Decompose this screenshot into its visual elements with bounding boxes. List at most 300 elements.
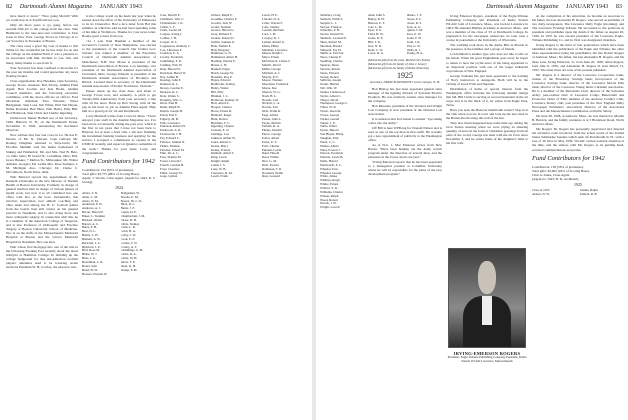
list-item: Fellows, Samuel N.: [160, 140, 186, 144]
list-item: Bertrand, L. L.: [82, 241, 102, 245]
list-item: Carr, L. M.: [368, 25, 383, 29]
left-page-header: [6, 3, 142, 10]
list-item: Gates, R. E.: [368, 37, 384, 41]
list-item: Tanner, Underwood: [320, 90, 346, 94]
list-item: Warren, Frederick: [320, 152, 344, 156]
list-item: Peck, A. G.: [406, 25, 422, 29]
list-item: Bird, Ross M.: [82, 249, 100, 253]
list-item: Chambers, Wm. C.: [160, 17, 185, 21]
list-item: Crosby, A. T.: [120, 245, 138, 249]
list-item: Soule, F. H.: [406, 37, 422, 41]
list-item: Davidson, Hertel W.: [160, 71, 187, 75]
list-item: Fuller, George W.: [160, 171, 183, 175]
article-column-1: [6, 14, 78, 270]
memorial-notes: [368, 58, 442, 70]
list-item: Lamb, J. S.: [211, 163, 226, 167]
list-item: Phelps, Donald: [262, 129, 282, 133]
list-item: Emerson, Robert H.: [160, 125, 186, 129]
list-item: Perkins, R. A.: [262, 125, 280, 129]
list-item: Hall, Kingsley: [211, 48, 230, 52]
list-item: Hooper, Chester: [211, 106, 232, 110]
list-item: Ames, O. M.: [82, 199, 99, 203]
list-item: Lincoln, D. A.: [262, 17, 281, 21]
list-item: Dickson, R. C.: [160, 90, 179, 94]
list-item: Taft, Wm. W.: [320, 87, 338, 91]
list-item: Cox, Theodore F.: [160, 48, 183, 52]
page-number: 83: [615, 3, 622, 10]
list-item: Van Heyek, Philip: [320, 133, 344, 137]
list-item: Willard, S. D.: [320, 186, 338, 190]
list-item: Clark, Lucius M.: [160, 29, 182, 33]
list-item: Quinn, T. M.: [406, 29, 423, 33]
list-item: Wright, Lowell: [320, 206, 340, 210]
list-item: Dale, Harold W.: [160, 67, 181, 71]
list-item: Kelley, Francis: [211, 148, 231, 152]
list-item: Tuttle, Elmer: [320, 125, 337, 129]
portrait-face: [478, 261, 496, 294]
list-item: Wood, Robert: [320, 198, 338, 202]
list-item: McClintock, Clarke C.: [262, 60, 292, 64]
article-paragraph: On June 28, 1928, at Andover, Mass., he was married to Martha B. Berrick, and the family residence is at 5 Bradstreet Road, North Andover, Mass.: [532, 114, 624, 127]
list-item: Thompson, George L.: [320, 102, 349, 106]
photo-caption: [446, 351, 528, 363]
list-item: Bemis, L. H.: [82, 234, 99, 238]
list-item: Bailey, R. H.: [368, 17, 385, 21]
list-item: Newell, Carl: [262, 98, 279, 102]
list-item: Schaeffer, P. H.: [320, 29, 340, 33]
list-item: Fletcher, Ernest M.: [160, 148, 185, 152]
list-item: Cook, E. E.: [120, 237, 136, 241]
list-item: Collins, J. H.: [160, 37, 177, 41]
fund-class-year: 1924: [115, 184, 123, 190]
list-item: Baker, L. Stephen: [82, 214, 105, 218]
article-paragraph: "At 1 p.m. Paul Bauman a member of the Governor's Council of New Hampshire, was elected to the presidency of the council. Our brother Gov. Stevens was named a member of the Executive Council of Dartmouth Alumni Association of Manchester, N.H. Doc Morse is president of the Dartmouth Association of Boston. Lou Jennings, vice president of the Dartmouth Alumni Association of Cleveland, Ohio; George Wheeler is president of the Dartmouth Alumni Association of Brooklyn and Bristol; Leonard Rust is secretary of the Dartmouth Alumni Association of Pacific Northwest, Vermont.": [82, 39, 156, 88]
list-item: Estabrook, A. R.: [160, 129, 182, 133]
list-item: Loomis, Bertram: [262, 29, 284, 33]
list-item: Drew, Paul H.: [160, 102, 179, 106]
list-item: Mann, Philip: [262, 44, 279, 48]
list-item: (Agent for 1943, H. D. Archibald): [532, 176, 579, 181]
list-item: Lons, Stanley: [262, 25, 280, 29]
article-paragraph: Class organization: Roy Hawkins, class Secretary, George Trowe, treasurer, Bob Strong, Alumni Fund Agent; Bert Loomis and Jean Bodet, Alumni Council members, and the following executive committee, with the above officers ex officio: Fred Moorman, chairman; Fess Wheeler; Wiser Bridgeman, Stan Lons, Jim White, Phil Van Heyek, Nellie Rowland, Bob Hunt, Walt Henry, Pilly Hill, Bod Holbrook, Stan Chick and Charlie Ingerling.: [6, 78, 78, 116]
list-item: Upton, Harold: [320, 129, 339, 133]
list-item: Beal, N. L.: [82, 230, 97, 234]
list-item: Dustin, Joseph H.: [160, 110, 183, 114]
list-item: Dyer, P. G.: [368, 29, 382, 33]
list-item: Pratt, Chester: [262, 144, 280, 148]
article-column-3: [446, 14, 528, 146]
list-item: Jones, Robert C.: [211, 140, 233, 144]
list-item: Little, Warren F.: [262, 21, 283, 25]
list-item: Smith, A. Percival: [320, 52, 344, 56]
list-item: Deering, John E.: [160, 79, 182, 83]
article-paragraph: Larry Marshall writes from Concord, Mass. "I have enjoyed your stuff in the Alumni Magazine too. I've been more occasionally during the past year, which is the first in ten years that I have not been back to Hanover for at least a brief visit. I am now finishing the investment banking business and applying for the service. I accepted a commission as captain in the USMCR recently, and expect at Quantico sometime of the week." Thanks for your letter, Larry, and congratulations.: [82, 114, 156, 155]
list-item: Whitney, Roger: [320, 179, 341, 183]
list-item: Lewis, H. E.: [262, 14, 279, 17]
list-item: Davis, T. E.: [120, 261, 136, 265]
list-item: Mason, Ralph C.: [262, 52, 284, 56]
list-item: Munro, J. F.: [406, 14, 422, 17]
list-item: Owen, R. S.: [406, 21, 422, 25]
list-item: Jennings, Lou: [211, 133, 229, 137]
list-item: Clark, L. R.: [120, 226, 136, 230]
contributor-list: [262, 14, 310, 179]
list-item: Edgerly, M. B.: [160, 117, 179, 121]
list-item: Thayer, David: [320, 98, 339, 102]
list-item: Sanborn, Willis S.: [320, 17, 344, 21]
list-item: Rowland, Nellie: [262, 171, 283, 175]
list-item: Hawkins, Roy P.: [211, 75, 233, 79]
list-item: Hayes, Edward: [211, 79, 231, 83]
list-item: Boardman, L. R.: [82, 261, 104, 265]
list-item: Todd, J. R.: [406, 40, 421, 44]
list-item: Mitchell, A. J.: [262, 71, 281, 75]
list-item: (Memorial gift from the family of Robert Emerson): [368, 66, 429, 71]
list-item: Anderson, P. W.: [82, 203, 103, 207]
caption-text: President, Eagle-Tribune Publishing Company President, Radio Station WLAW Lawrence, Massachusetts: [447, 355, 527, 363]
list-item: Moore, Thomas: [262, 79, 283, 83]
article-paragraph: is the college world on his heels last year when he earned down the effort of the University of Minnesota to be its Chancellor. Had a nice letter from Hal this summer, in which he said he had been spending some of his time at Wolfeboro. Thanks for your news letter, Bonny-great to hear from you.: [82, 14, 156, 39]
fund-class-year: 1925: [574, 181, 582, 187]
article-paragraph: As of Nov. 1, Mac Emerson writes from New Haven. "Have been helping out the Army recruit program under the direction of several men, and the pleasures in the forces about one year.": [368, 143, 442, 160]
list-item: Brooks, E. M.: [120, 195, 139, 199]
list-item: Contributors: 138 (56% of graduates).: [532, 164, 584, 169]
list-item: Wells, Harold: [320, 160, 338, 164]
article-paragraph: have much to learn." "Nice going Merrill! With we could stop in at Topfill and see you.: [6, 14, 78, 23]
list-item: Griffin, Samuel O.: [211, 40, 235, 44]
list-item: Adams, Ralph: [579, 188, 598, 192]
page-number: 82: [6, 3, 13, 10]
list-item: Shattuck, Leonard E.: [320, 37, 347, 41]
list-item: Denison, R. L.: [160, 83, 179, 87]
list-item: Holt, Alfred L.: [211, 102, 230, 106]
list-item: Gray, Richard F.: [211, 33, 232, 37]
list-item: Williams, Charles: [320, 190, 343, 194]
list-item: Reed, Wilbur: [262, 156, 279, 160]
list-item: Lawrence, R. M.: [211, 171, 233, 175]
list-item: Kent, C. W.: [368, 48, 383, 52]
magazine-title: Dartmouth Alumni Magazine: [19, 3, 93, 10]
article-paragraph: "Irving Emerson reports that he has been appointed to a managerial position at Columbia University where he will be responsible for the plans of the new development program.": [368, 160, 442, 177]
article-paragraph: The wedding took place in the Alpha Phis in Boston in the presence of the families and a group of friends.: [446, 43, 528, 52]
article-paragraph: Please check up the class dues, and shout to George Trowe now, and earnestly. A pitch to get Twenty-fifth Anniversary from your secretary, a line with all the news. Back up Bob Strong with all the pep in his heart as job as Alumni Fund Agent. Help him do a grand job for '24 and Dartmouth.: [82, 88, 156, 114]
list-item: Snow, Chester P.: [320, 56, 342, 60]
list-item: Putnam, Leslie: [262, 148, 282, 152]
list-item: Andrews, A. J.: [82, 207, 101, 211]
article-paragraph: Lou Kimball is another type who does not like to idle on his hands. When his good Englishman goes away he hopes to return to hear the joyful news of his being appointed to an important position with one of the larger industrial corporations of New England.: [446, 52, 528, 73]
list-item: Fay, Edward L.: [160, 137, 180, 140]
list-item: Wade, C. C.: [320, 140, 336, 144]
article-paragraph: It is rumored that Ted Geisel is another "aye taking a dive into the Army.": [368, 116, 442, 125]
list-item: Kimball, Albert T.: [211, 152, 235, 156]
list-item: Norton, Earl: [262, 106, 278, 110]
list-item: Curtis, R. A.: [120, 253, 137, 257]
list-item: Shaw, Robert M.: [320, 40, 342, 44]
list-item: Hammond, Albert H.: [211, 56, 238, 60]
contributor-list: [320, 14, 364, 210]
list-item: Keene, Harry: [211, 144, 229, 148]
list-item: Marshall, Lawrence: [262, 48, 288, 52]
list-item: Nichols, C. A.: [262, 102, 281, 106]
list-item: Sawyer, Frank A.: [320, 25, 343, 29]
list-item: Chick, Stanley: [120, 222, 140, 226]
list-item: Corliss, F. N.: [120, 241, 138, 245]
article-paragraph: Bob Rhoades, president of the Worsted and Wright Lost Company is now president of the National Lost Association.: [368, 103, 442, 116]
list-item: Spencer, Dean: [320, 63, 339, 67]
list-item: Johnson, Arthur W.: [211, 137, 236, 140]
list-item: Trowe, George: [320, 113, 340, 117]
list-item: Harding, Warren E.: [211, 60, 236, 64]
list-item: Doughty, Wm. C.: [160, 98, 183, 102]
list-item: Jackson, E. O.: [211, 129, 230, 133]
list-item: Swain, Herbert: [320, 83, 340, 87]
article-paragraph: Irving Rogers is the third of four generations which have been identified with the publication of the Eagle and Tribune; the other three representatives being his grandfather, the late Robert Rogers of Andover, Mass.; his father, the late Alexander H. Rogers, and his three sons, Irving Emerson, Jr., born June 20, 1930; Allen Rogers, born June 8, 1930; and Alexander H. Rogers II, born March 15, 1932. The latter three are sons of the present publisher.: [532, 43, 624, 72]
article-paragraph: Underwood Tanner Bothell son of the Secretary, 1939. Hanover N. H., on the Dartmouth Ticket, November 6, 1942, announcing the Rochester Observer.: [6, 116, 78, 133]
list-item: Gilbert, Ralph E.: [211, 14, 233, 17]
list-item: Henry, Walter: [211, 87, 229, 91]
list-item: Rice, G. M.: [262, 160, 277, 164]
list-item: Agent: J. Woods, Class Agent. (Agent for 1943, R. C. Strong).: [82, 175, 156, 184]
list-item: Rust, Leonard: [262, 175, 281, 179]
contributor-list: [211, 14, 259, 179]
list-item: King, Lewis: [211, 156, 227, 160]
list-item: Goodhue, Charles E.: [211, 17, 238, 21]
article-paragraph: Distribution of items of special interest from the Washington office includes the following Alumni ratings this fall. Bill Cuttle is serving as second lieutenant in the air corps and is in the thick of it, he writes from Eagle Pass, Texas.: [446, 86, 528, 107]
article-paragraph: Irving Emerson Rogers, president of the Eagle-Tribune Publishing Company and President of Radio Station WLAW, both of Lawrence, Mass., was born in Lawrence in 1904. He attended Phillips Academy at Andover, Mass., and was a member of the class of '25 at Dartmouth College. In preparation for his newspaper endeavour, he later took a course in journalism at the University of Wisconsin.: [446, 14, 528, 43]
list-item: Bates, F. H.: [82, 226, 97, 230]
list-item: Rich, Everett: [262, 163, 279, 167]
list-item: Foss, Stanley M.: [160, 156, 182, 160]
list-item: Class of 1925: [532, 188, 550, 192]
list-item: Walker, Albert: [320, 144, 339, 148]
list-item: Akin, John S.: [368, 14, 386, 17]
list-item: Brown, Dr. C. K.: [120, 199, 143, 203]
list-item: Burns, J. F.: [120, 207, 135, 211]
list-item: Wheeler, George: [320, 171, 342, 175]
list-item: Olds, Frank R.: [262, 110, 281, 114]
list-item: Cummings, F. R.: [160, 60, 182, 64]
list-item: Barrett, A. C.: [82, 222, 100, 226]
list-item: Bacon, Harold P.: [82, 211, 104, 215]
list-item: Heilbronn, Stanley: [211, 83, 236, 87]
article-paragraph: Now advises that four last cows in Le. He has E. Deveis, of Mt. St. Vincent, Cape Gallopa; Mr. Rodney Dingman returned to Shay-farris; Mr. Doodlas Skuhnik sold the Ikaku homestead of Stiking and Emmerick; Mr. and Mrs. Ned B. Belo, c/o Ohio State; 85 Grand St., Columbus, Ohio; Mrs. Grace Bunker, 7 Mellon St., Milwaukee; Mr. Walter Atmann, Georgia; Mr. Ladlie Mrs. Rose Sumpter, J. M. Michigan Ave., Chicago; Dr. Clarke C. McClintock, North Tulsa, Okla.: [6, 133, 78, 174]
list-item: Wilson, Ralph: [320, 194, 339, 198]
list-item: (Memorial gift from the family of John J. Lesser): [368, 62, 427, 67]
list-item: Hinman, J. L.: [211, 94, 229, 98]
list-item: Ellis, Lawrence: [160, 121, 181, 125]
list-item: Lowe, D. A.: [368, 52, 384, 56]
list-item: Hatch, George W.: [211, 71, 234, 75]
list-item: Vail, G. W.: [406, 44, 421, 48]
list-item: Ives, N. D.: [368, 44, 382, 48]
list-item: Bowers, Preston W.: [82, 272, 108, 276]
portrait-shirt: [482, 296, 491, 325]
list-item: Case, Morrill E.: [160, 14, 181, 17]
magazine-title: Dartmouth Alumni Magazine: [486, 3, 559, 10]
article-paragraph: The class owes a great big vote of thanks to Jim White for the wonderful job he has done for us and the college on the Alumni Fund. It was a pleasure to be associated with him. Orchids to you, Jim, and many, many thanks to one from 'n.: [6, 44, 78, 65]
list-item: Miller, George: [262, 67, 281, 71]
list-item: Cummings, G. B.: [120, 249, 143, 253]
list-item: Bickford, J. E.: [82, 245, 101, 249]
article-paragraph: Walt Barnard reports the appointment of Dr. Kenneth Christophe as the new Director of Student Health at Boston University. Formerly in charge of general medical men in charge of various phases of health work, but now it is all combined into one office with Doc as the boss. Incidentally, this involves supervision over athletic coaching and other tanks and among the B. U. football games from the bench. Ken still carries on his general practice in Needham, and is also doing more and more orthopedic surgery. In connection with this, he is a member of the American College of Surgeons, and is also Professor of Orthopedic and Fracture Surgery at Boston University School of Medicine. Doc is on the staffs of the Massachusetts Memorial Hospital at Boston and the Glover Memorial Hospital in Needham. He's one Ken.: [6, 174, 78, 244]
list-item: Foster, Lincoln J.: [160, 160, 183, 164]
article-paragraph: Your Secretary has been confined to his home for the past ten months and would appreciate any news floating around.: [6, 65, 78, 78]
list-item: Ward, Everett J.: [320, 148, 341, 152]
list-item: Colby, J. W.: [120, 234, 136, 238]
article-paragraph: Bob Bishop has just been appointed general sales manager of the lighting division of Sylvania Electric Products. He was formerly eastern sales manager for the company.: [368, 86, 442, 103]
list-item: Sherman, Harold: [320, 44, 342, 48]
list-item: Abbott, N. W.: [532, 192, 550, 196]
list-item: Abbot, S. N.: [82, 191, 99, 195]
list-item: Chase, R. H.: [120, 218, 137, 222]
contributor-list: [368, 14, 442, 56]
fund-contributors-summary: [82, 168, 156, 184]
list-item: Coppleston, Anthony C.: [160, 44, 191, 48]
list-item: Haskell, Edgar: [211, 67, 230, 71]
list-item: Cutler, W. H.: [120, 257, 138, 261]
list-item: Lovejoy, R. J.: [262, 37, 280, 41]
caption-name: IRVING-EMERSON ROGERS: [453, 351, 521, 356]
list-item: Ingerling, Charles: [211, 125, 235, 129]
article-column-2: [82, 14, 156, 276]
list-item: Towle, Jason M.: [320, 110, 342, 114]
list-item: Allen, C. M.: [82, 195, 99, 199]
list-item: Colgate, Irving J.: [160, 33, 183, 37]
list-item: Wentworth, E. L.: [320, 163, 342, 167]
list-item: Woods, J. W.: [320, 202, 337, 206]
list-item: Bodet, Jean: [82, 264, 97, 268]
list-item: Lane, W. B.: [211, 167, 227, 171]
list-item: Holbrook, Rodney W.: [211, 98, 239, 102]
article-paragraph: Only six more years to go, gang, before our seventh fifth job to the college from the class. Stan Heilbronn is the new-new-rest contributor to Don Gaus in New York. George Trowe in Chicago at to our Secretary in Treasurer at Boston.: [6, 23, 78, 44]
list-item: Gage, Lyman: [160, 175, 178, 179]
list-item: Dole, Walter C.: [160, 94, 180, 98]
list-item: Blake, W. J.: [82, 253, 98, 257]
list-item: Hubbard, Roger: [211, 113, 232, 117]
list-item: Aldrich, R. B.: [579, 192, 598, 196]
list-item: Moody, R. F.: [262, 75, 279, 79]
list-item: Parker, John L.: [262, 117, 282, 121]
list-item: Bliss, J. G.: [82, 257, 96, 261]
list-item: Merrill, David: [262, 63, 281, 67]
list-item: Cooper, W. L.: [160, 40, 178, 44]
list-item: Field, H. W.: [368, 33, 384, 37]
list-item: Fisher, Thomas: [160, 144, 180, 148]
list-item: Seaver, Donald W.: [320, 33, 344, 37]
article-paragraph: Off Bill is here WPB-ing for Donald Nelson and is read as one of the top men in that outfit. He recently got a new appointment of publicity to the Washington office.: [368, 125, 442, 143]
list-item: Barnard, Walter: [82, 218, 103, 222]
list-item: Tilton, W. R.: [320, 106, 337, 110]
list-item: Sargent, L. J.: [320, 21, 337, 25]
list-item: Total gifts: $3,602 (94% of Scoring Base).: [532, 168, 590, 173]
list-item: Day, Arthur B.: [160, 75, 179, 79]
list-item: Hill, T. R.: [368, 40, 381, 44]
article-paragraph: Mr. Rogers' Dr. Rogers has personally supervised and directed the exclusive radio broadcast from the actual courts of the United States Submarine Squalus which sank off Portsmouth N. H., with a loss of 26 lives in May 1939. WLAW carried national attention at the time, and the station, with Mr. Rogers as its guiding head, received commendations and praise.: [532, 127, 624, 152]
list-item: Cranston, E. S.: [160, 52, 180, 56]
issue-date: JANUARY 1943: [566, 3, 609, 10]
list-item: Hill, Pilly: [211, 90, 224, 94]
list-item: Wilder, Ernest: [320, 183, 339, 187]
list-item: Morse, Doc: [262, 87, 278, 91]
list-item: Wells, R. J.: [406, 48, 422, 52]
list-item: Christiansen, J. K.: [160, 21, 184, 25]
contributor-list: [82, 192, 156, 277]
list-item: White, James: [320, 175, 338, 179]
list-item: Hutchins, F. C.: [211, 121, 231, 125]
list-item: Stevens, Robert: [320, 67, 341, 71]
list-item: Stone, Edward: [320, 71, 339, 75]
list-item: Salisbury, Craig: [320, 14, 341, 17]
list-item: French, Gordon B.: [160, 163, 184, 167]
article-paragraph: They also much happened here some time ago during the local Tucker meeting when we were plying an amazing quantity of news in the form of Christmas greetings from all parts of the world. George has been with the air force since November 3, and he writes home of his daughter's birth to his first wife.: [446, 121, 528, 146]
list-item: Webster, Lewis B.: [320, 156, 344, 160]
contributor-list: [532, 189, 624, 197]
list-item: Strong, Robert: [320, 75, 339, 79]
list-item: Buck, R. L.: [120, 203, 136, 207]
right-page-header: [486, 3, 622, 10]
list-item: Turner, J. E.: [320, 121, 336, 125]
fund-contributors-heading: Fund Contributors for 1942: [82, 157, 155, 165]
list-item: Nash, H. L.: [262, 94, 277, 98]
article-paragraph: Mr. Rogers is a director of the Lawrence Cooperative bank; trustee of the Broadway Savings bank; incorporator of the Lawrence Savings bank; director of the Lawrence Morris Plan bank; director of the Lawrence Young men's Christian association. He is a member of the Merchants Club; director of the Salvation Army; past-exalted ruler of Lawrence Lodge, Benevolent and Protective Order of Elks; member of the Andover Country Club, Lawrence Rotary club; past president of the New England Daily Newspaper Publishers' association; Director of the Associated Press and the Massachusetts Commission on Public Safety.: [532, 72, 624, 114]
list-item: Capen, D. E.: [120, 211, 137, 215]
list-item: Bond, H. W.: [82, 268, 98, 272]
list-item: Knight, Ralph: [211, 160, 230, 164]
list-item: Spalding, Charles: [320, 60, 343, 64]
list-item: Contributors: 162 (95% of graduates).: [82, 167, 134, 172]
list-item: Ross, E. W.: [406, 33, 422, 37]
list-item: Lyman, Robert G.: [262, 40, 286, 44]
list-item: Tucker, Gerald: [320, 117, 340, 121]
list-item: Dunn, Ralph W.: [160, 106, 181, 110]
list-item: Crosby, Frederick: [160, 56, 183, 60]
list-item: Harris, L. H.: [211, 63, 228, 67]
list-item: Cushing, Wm. H.: [160, 63, 183, 67]
list-item: Rand, Harold: [262, 152, 280, 156]
class-secretary: Secretary, FRANCIS KENNEDY Corner Gorges, N. H.: [370, 80, 440, 85]
list-item: Bennett, A. W.: [82, 237, 101, 241]
list-item: Morton, W. G.: [262, 90, 281, 94]
list-item: Page, Alfred: [262, 113, 278, 117]
list-item: Howe, Ernest R.: [211, 110, 233, 114]
list-item: Benson, E. T.: [368, 21, 386, 25]
list-item: Hunt, Robert: [211, 117, 228, 121]
list-item: Dean, K. H.: [120, 264, 136, 268]
list-item: Gould, Stephen: [211, 25, 231, 29]
list-item: Sullivan, Joseph: [320, 79, 341, 83]
list-item: Robinson, T. R.: [262, 167, 282, 171]
list-item: Clint A. Ames, Class Agent.: [532, 172, 571, 177]
article-column-2: [368, 14, 442, 178]
list-item: Eaton, Earl F.: [160, 113, 178, 117]
fund-contributors-summary: [532, 165, 624, 181]
list-item: Simpson, Fay H.: [320, 48, 342, 52]
issue-date: JANUARY 1943: [99, 3, 142, 10]
class-year-heading: 1925: [397, 71, 413, 81]
list-item: Cobb, H. A.: [120, 230, 136, 234]
list-item: Vaughan, Paul: [320, 137, 339, 140]
list-item: Bridgeman, W.: [120, 191, 140, 195]
contributor-list: [160, 14, 208, 179]
left-page: [0, 0, 312, 420]
list-item: Leach, Frank: [211, 175, 228, 179]
article-paragraph: At the completion of his education, he became an associate to his father, the late Alexander H. Rogers, who served as publisher of two daily newspapers, The Lawrence Daily Eagle (morning), and The Lawrence Evening Tribune. He succeeded to the positions as president and publisher upon the death of his father on August 20, 1936. In 1937 he was elected president of the Lawrence Eagle-Tribune Publishing Co. and in 1941 was designated chairman.: [532, 14, 624, 43]
list-item: Hale, Nathan E.: [211, 44, 232, 48]
list-item: Chamberlain, J. M.: [120, 214, 146, 218]
fund-contributors-heading: Fund Contributors for 1942: [532, 154, 605, 162]
list-item: Gordon, Jack W.: [211, 21, 233, 25]
list-item: Noyes, P. L.: [406, 17, 422, 21]
